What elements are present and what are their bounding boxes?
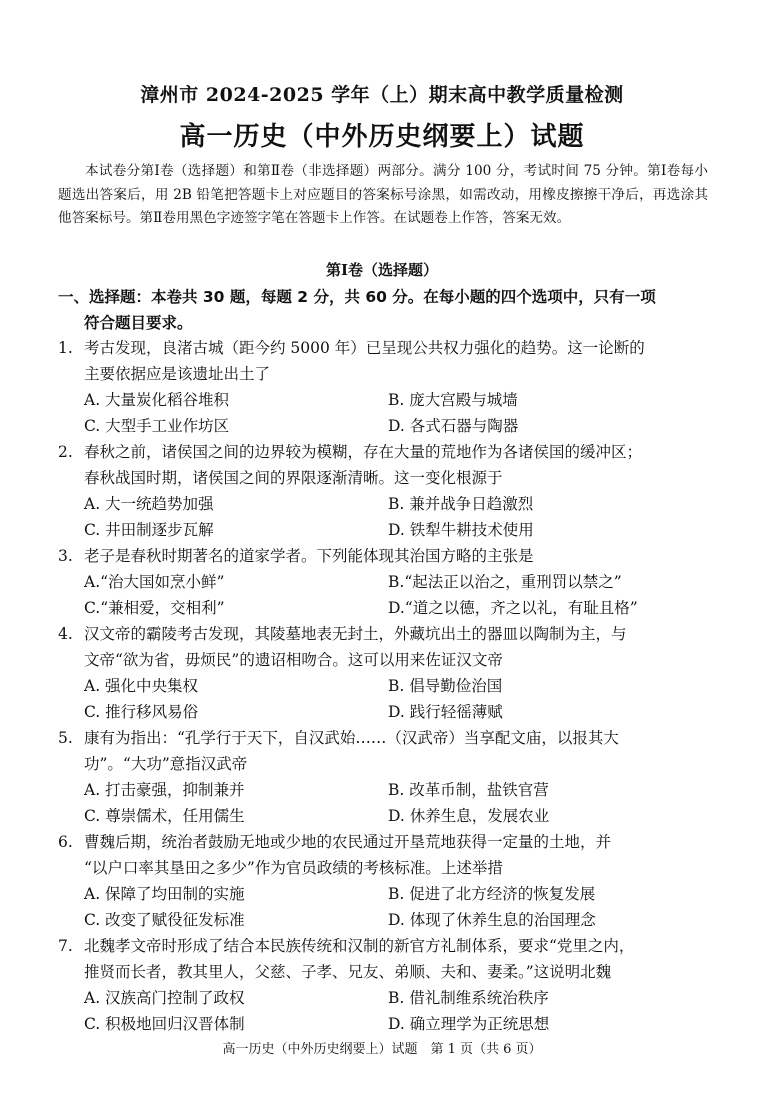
option-d: D. 休养生息，发展农业 bbox=[388, 807, 550, 825]
option-c: C. 井田制逐步瓦解 bbox=[84, 521, 214, 539]
question-5 bbox=[58, 725, 718, 829]
option-b: B. 庞大宫殿与城墙 bbox=[388, 391, 518, 409]
stem-line: 考古发现，良渚古城（距今约 5000 年）已呈现公共权力强化的趋势。这一论断的 bbox=[84, 339, 645, 357]
question-stem bbox=[58, 335, 718, 387]
stem-line: “以户口率其垦田之多少”作为官员政绩的考核标准。上述举措 bbox=[84, 859, 503, 877]
option-c: C. 改变了赋役征发标准 bbox=[84, 911, 245, 929]
option-row bbox=[58, 569, 718, 595]
option-row bbox=[58, 699, 718, 725]
question-3 bbox=[58, 543, 718, 621]
question-number: 2. bbox=[58, 443, 73, 461]
option-row bbox=[58, 673, 718, 699]
option-c: C.“兼相爱，交相利” bbox=[84, 599, 225, 617]
stem-line: 功”。“大功”意指汉武帝 bbox=[84, 755, 248, 773]
option-row bbox=[58, 491, 718, 517]
option-c: C. 大型手工业作坊区 bbox=[84, 417, 230, 435]
exam-header: 漳州市 2024-2025 学年（上）期末高中教学质量检测 bbox=[140, 84, 624, 106]
option-d: D. 各式石器与陶器 bbox=[388, 417, 519, 435]
option-a: A. 保障了均田制的实施 bbox=[84, 885, 245, 903]
stem-line: 曹魏后期，统治者鼓励无地或少地的农民通过开垦荒地获得一定量的土地，并 bbox=[84, 833, 612, 851]
section-heading-line1: 一、选择题：本卷共 30 题，每题 2 分，共 60 分。在每小题的四个选项中，只有一项 bbox=[58, 288, 656, 306]
question-number: 4. bbox=[58, 625, 73, 643]
option-c: C. 尊崇儒术，任用儒生 bbox=[84, 807, 245, 825]
option-b: B. 改革币制，盐铁官营 bbox=[388, 781, 549, 799]
question-number: 3. bbox=[58, 547, 73, 565]
question-list bbox=[58, 335, 718, 1037]
option-b: B.“起法正以治之，重刑罚以禁之” bbox=[388, 573, 622, 591]
stem-line: 康有为指出：“孔学行于天下，自汉武始……（汉武帝）当享配文庙，以报其大 bbox=[84, 729, 619, 747]
option-row bbox=[58, 803, 718, 829]
option-row bbox=[58, 1011, 718, 1037]
option-row bbox=[58, 413, 718, 439]
option-a: A. 大一统趋势加强 bbox=[84, 495, 214, 513]
stem-line: 春秋战国时期，诸侯国之间的界限逐渐清晰。这一变化根源于 bbox=[84, 469, 503, 487]
option-a: A. 汉族高门控制了政权 bbox=[84, 989, 245, 1007]
question-stem bbox=[58, 829, 718, 881]
stem-line: 春秋之前，诸侯国之间的边界较为模糊，存在大量的荒地作为各诸侯国的缓冲区； bbox=[84, 443, 643, 461]
question-number: 7. bbox=[58, 937, 73, 955]
option-b: B. 兼并战争日趋激烈 bbox=[388, 495, 534, 513]
question-stem bbox=[58, 543, 718, 569]
option-d: D. 确立理学为正统思想 bbox=[388, 1015, 550, 1033]
exam-title: 高一历史（中外历史纲要上）试题 bbox=[179, 122, 585, 152]
option-row bbox=[58, 881, 718, 907]
stem-line: 主要依据应是该遗址出土了 bbox=[84, 365, 271, 383]
option-d: D. 铁犁牛耕技术使用 bbox=[388, 521, 534, 539]
option-d: D. 体现了休养生息的治国理念 bbox=[388, 911, 596, 929]
stem-line: 文帝“欲为省，毋烦民”的遗诏相吻合。这可以用来佐证汉文帝 bbox=[84, 651, 503, 669]
option-a: A. 打击豪强，抑制兼并 bbox=[84, 781, 245, 799]
option-c: C. 推行移风易俗 bbox=[84, 703, 199, 721]
exam-instructions: 本试卷分第Ⅰ卷（选择题）和第Ⅱ卷（非选择题）两部分。满分 100 分，考试时间 75 分钟。第Ⅰ卷每小题选出答案后，用 2B 铅笔把答题卡上对应题目的答案标号涂黑，如需改动，用橡皮擦擦干净后，再选涂其他答案标号。第Ⅱ卷用黑色字迹签字笔在答题卡上作答。在试题卷上作答，答案无效。 bbox=[58, 163, 708, 226]
option-b: B. 借礼制维系统治秩序 bbox=[388, 989, 549, 1007]
option-a: A.“治大国如烹小鲜” bbox=[84, 573, 225, 591]
question-stem bbox=[58, 933, 718, 985]
question-number: 6. bbox=[58, 833, 73, 851]
question-stem bbox=[58, 439, 718, 491]
question-1 bbox=[58, 335, 718, 439]
option-b: B. 倡导勤俭治国 bbox=[388, 677, 503, 695]
question-stem bbox=[58, 621, 718, 673]
option-row bbox=[58, 595, 718, 621]
stem-line: 推贤而长者，教其里人，父慈、子孝、兄友、弟顺、夫和、妻柔。”这说明北魏 bbox=[84, 963, 612, 981]
page-footer: 高一历史（中外历史纲要上）试题 第 1 页（共 6 页） bbox=[222, 1042, 542, 1057]
option-c: C. 积极地回归汉晋体制 bbox=[84, 1015, 245, 1033]
question-number: 1. bbox=[58, 339, 73, 357]
section-heading-line2: 符合题目要求。 bbox=[84, 314, 193, 332]
stem-line: 汉文帝的霸陵考古发现，其陵墓地表无封土，外藏坑出土的器皿以陶制为主，与 bbox=[84, 625, 627, 643]
stem-line: 北魏孝文帝时形成了结合本民族传统和汉制的新官方礼制体系，要求“党里之内， bbox=[84, 937, 635, 955]
option-row bbox=[58, 985, 718, 1011]
question-stem bbox=[58, 725, 718, 777]
question-number: 5. bbox=[58, 729, 73, 747]
option-d: D.“道之以德，齐之以礼，有耻且格” bbox=[388, 599, 638, 617]
question-2 bbox=[58, 439, 718, 543]
option-d: D. 践行轻徭薄赋 bbox=[388, 703, 503, 721]
option-a: A. 大量炭化稻谷堆积 bbox=[84, 391, 230, 409]
stem-line: 老子是春秋时期著名的道家学者。下列能体现其治国方略的主张是 bbox=[84, 547, 534, 565]
option-row bbox=[58, 517, 718, 543]
option-b: B. 促进了北方经济的恢复发展 bbox=[388, 885, 596, 903]
question-4 bbox=[58, 621, 718, 725]
option-row bbox=[58, 777, 718, 803]
part-one-title: 第Ⅰ卷（选择题） bbox=[325, 261, 439, 279]
section-heading bbox=[58, 284, 718, 336]
option-row bbox=[58, 907, 718, 933]
option-a: A. 强化中央集权 bbox=[84, 677, 199, 695]
option-row bbox=[58, 387, 718, 413]
question-7 bbox=[58, 933, 718, 1037]
question-6 bbox=[58, 829, 718, 933]
